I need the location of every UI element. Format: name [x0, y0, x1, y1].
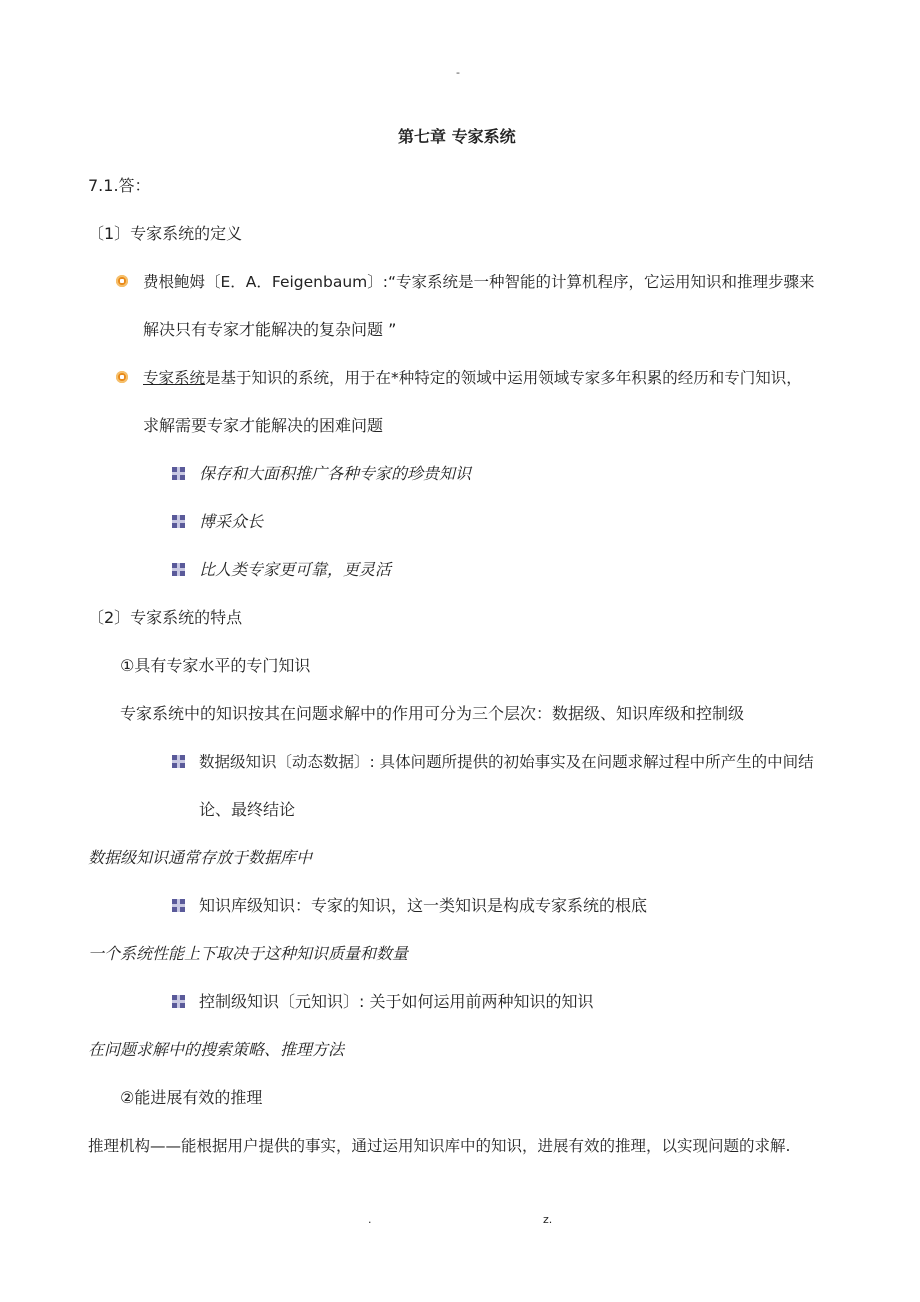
orange-circle-bullet-icon — [116, 371, 128, 383]
page-title: 第七章 专家系统 — [398, 127, 516, 146]
orange-circle-bullet-icon — [116, 275, 128, 287]
control-level-knowledge: 控制级知识〔元知识〕: 关于如何运用前两种知识的知识 — [199, 992, 594, 1011]
square-bullet-icon — [172, 755, 185, 768]
question-label: 7.1.答： — [88, 176, 151, 195]
data-level-knowledge-line2: 论、最终结论 — [199, 800, 296, 819]
feature-2-description: 推理机构——能根据用户提供的事实，通过运用知识库中的知识，进展有效的推理，以实现问题的求解. — [88, 1137, 791, 1155]
square-bullet-icon — [172, 515, 185, 528]
advantage-item-1: 保存和大面积推广各种专家的珍贵知识 — [199, 464, 472, 483]
advantage-item-2: 博采众长 — [199, 512, 264, 531]
expert-system-term: 专家系统 — [143, 369, 206, 387]
data-level-note: 数据级知识通常存放于数据库中 — [88, 848, 313, 867]
footer-left-mark: . — [368, 1213, 372, 1226]
advantage-item-3: 比人类专家更可靠，更灵活 — [199, 560, 392, 579]
definition-general-line2: 求解需要专家才能解决的困难问题 — [143, 416, 384, 435]
data-level-knowledge-line1: 数据级知识〔动态数据〕: 具体问题所提供的初始事实及在问题求解过程中所产生的中间结 — [199, 753, 814, 771]
feature-1-title: ①具有专家水平的专门知识 — [120, 656, 311, 675]
knowledge-base-level-knowledge: 知识库级知识：专家的知识，这一类知识是构成专家系统的根底 — [199, 896, 648, 915]
control-level-note: 在问题求解中的搜索策略、推理方法 — [88, 1040, 345, 1059]
square-bullet-icon — [172, 899, 185, 912]
definition-feigenbaum-line2: 解决只有专家才能解决的复杂问题 ” — [143, 320, 397, 339]
feature-2-title: ②能进展有效的推理 — [120, 1088, 263, 1107]
footer-right-mark: z. — [543, 1213, 553, 1226]
definition-feigenbaum-line1: 费根鲍姆〔E．A．Feigenbaum〕:“专家系统是一种智能的计算机程序，它运用知识和推理步骤来 — [143, 273, 815, 291]
square-bullet-icon — [172, 467, 185, 480]
section-2-heading: 〔2〕专家系统的特点 — [88, 608, 243, 627]
square-bullet-icon — [172, 563, 185, 576]
definition-general-text: 是基于知识的系统，用于在*种特定的领域中运用领域专家多年积累的经历和专门知识， — [205, 369, 802, 387]
feature-1-description: 专家系统中的知识按其在问题求解中的作用可分为三个层次：数据级、知识库级和控制级 — [120, 704, 745, 723]
definition-general-line1 — [143, 368, 802, 388]
square-bullet-icon — [172, 995, 185, 1008]
knowledge-base-level-note: 一个系统性能上下取决于这种知识质量和数量 — [88, 944, 409, 963]
header-mark: - — [456, 66, 460, 79]
section-1-heading: 〔1〕专家系统的定义 — [88, 224, 243, 243]
